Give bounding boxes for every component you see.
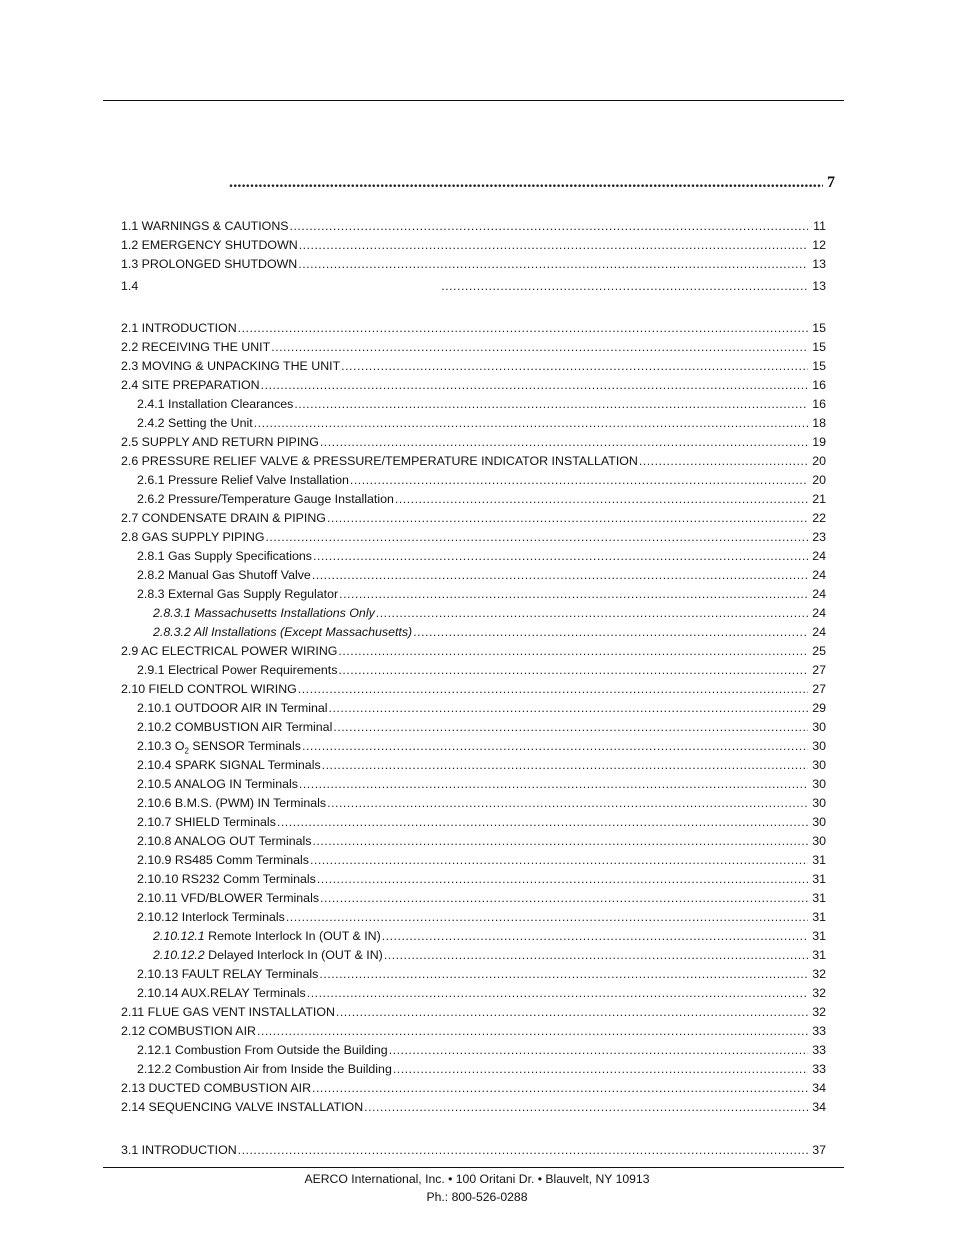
dot-leader bbox=[298, 681, 808, 698]
toc-entry[interactable] bbox=[137, 909, 826, 926]
page-number: 32 bbox=[812, 1005, 826, 1019]
page-number: 34 bbox=[812, 1100, 826, 1114]
entry-title: 2.2 RECEIVING THE UNIT bbox=[121, 340, 271, 354]
toc-entry[interactable] bbox=[121, 1004, 826, 1021]
toc-entry[interactable] bbox=[137, 890, 826, 907]
dot-leader bbox=[257, 1023, 808, 1040]
entry-title: 2.12.1 Combustion From Outside the Building bbox=[137, 1043, 388, 1057]
page-number: 24 bbox=[812, 568, 826, 582]
entry-title: 2.12 COMBUSTION AIR bbox=[121, 1024, 256, 1038]
entry-title: 2.14 SEQUENCING VALVE INSTALLATION bbox=[121, 1100, 364, 1114]
dot-leader bbox=[299, 237, 808, 254]
page-number: 27 bbox=[812, 682, 826, 696]
dot-leader bbox=[364, 1099, 808, 1116]
entry-title: 2.8.3.2 All Installations (Except Massachusetts) bbox=[153, 625, 413, 639]
page-number: 20 bbox=[812, 473, 826, 487]
entry-title: 2.10.2 COMBUSTION AIR Terminal bbox=[137, 720, 333, 734]
entry-title: 2.4.2 Setting the Unit bbox=[137, 416, 253, 430]
entry-title: 2.9.1 Electrical Power Requirements bbox=[137, 663, 338, 677]
entry-title: 1.1 WARNINGS & CAUTIONS bbox=[121, 219, 289, 233]
dot-leader bbox=[286, 909, 808, 926]
page-number: 18 bbox=[812, 416, 826, 430]
entry-title: 2.8 GAS SUPPLY PIPING bbox=[121, 530, 265, 544]
dot-leader bbox=[341, 358, 808, 375]
entry-title-part: Delayed Interlock In (OUT & IN) bbox=[204, 948, 383, 962]
toc-entry[interactable] bbox=[137, 1061, 826, 1078]
dot-leader bbox=[298, 256, 808, 273]
toc-entry[interactable] bbox=[137, 871, 826, 888]
toc-entry[interactable] bbox=[121, 218, 826, 235]
toc-entry[interactable] bbox=[137, 415, 826, 432]
toc-entry[interactable] bbox=[137, 719, 826, 736]
entry-title: 2.6 PRESSURE RELIEF VALVE & PRESSURE/TEMPERATURE INDICATOR INSTALLATION bbox=[121, 454, 638, 468]
dot-leader bbox=[277, 814, 808, 831]
dot-leader bbox=[302, 738, 808, 755]
toc-entry[interactable] bbox=[121, 453, 826, 470]
toc-entry[interactable] bbox=[137, 662, 826, 679]
entry-title: 2.10 FIELD CONTROL WIRING bbox=[121, 682, 297, 696]
entry-title: 2.3 MOVING & UNPACKING THE UNIT bbox=[121, 359, 341, 373]
page-number: 22 bbox=[812, 511, 826, 525]
dot-leader bbox=[339, 586, 808, 603]
page-number: 31 bbox=[812, 948, 826, 962]
page-number: 30 bbox=[812, 777, 826, 791]
toc-entry[interactable] bbox=[137, 567, 826, 584]
entry-title: 2.10.6 B.M.S. (PWM) IN Terminals bbox=[137, 796, 327, 810]
page-number: 16 bbox=[812, 397, 826, 411]
page-number: 23 bbox=[812, 530, 826, 544]
dot-leader bbox=[317, 871, 808, 888]
dot-leader bbox=[338, 643, 808, 660]
entry-title: 2.13 DUCTED COMBUSTION AIR bbox=[121, 1081, 312, 1095]
dot-leader bbox=[384, 947, 808, 964]
page-number: 31 bbox=[812, 872, 826, 886]
dot-leader bbox=[312, 833, 808, 850]
page-number: 24 bbox=[812, 625, 826, 639]
dot-leader bbox=[338, 662, 808, 679]
toc-entry[interactable] bbox=[137, 586, 826, 603]
dot-leader bbox=[327, 510, 808, 527]
entry-number: 2.10.12.2 bbox=[153, 948, 205, 962]
toc-entry[interactable] bbox=[153, 928, 826, 945]
page-number: 32 bbox=[812, 967, 826, 981]
page-number: 31 bbox=[812, 929, 826, 943]
entry-title: 1.4 bbox=[121, 279, 139, 293]
page-number: 31 bbox=[812, 853, 826, 867]
dot-leader bbox=[307, 985, 808, 1002]
subscript: 2 bbox=[184, 746, 189, 755]
toc-entry[interactable] bbox=[121, 1099, 826, 1116]
toc-entry[interactable] bbox=[121, 237, 826, 254]
entry-title: 2.1 INTRODUCTION bbox=[121, 321, 237, 335]
entry-title: 2.10.8 ANALOG OUT Terminals bbox=[137, 834, 312, 848]
entry-title: 2.6.2 Pressure/Temperature Gauge Installation bbox=[137, 492, 394, 506]
dot-leader bbox=[265, 529, 808, 546]
entry-title: 2.10.7 SHIELD Terminals bbox=[137, 815, 276, 829]
page-number: 31 bbox=[812, 910, 826, 924]
page-number: 30 bbox=[812, 739, 826, 753]
toc-entry[interactable] bbox=[121, 278, 826, 295]
dot-leader bbox=[238, 1142, 808, 1159]
page-number: 24 bbox=[812, 587, 826, 601]
page-number: 30 bbox=[812, 796, 826, 810]
toc-entry[interactable] bbox=[121, 358, 826, 375]
toc-entry[interactable] bbox=[137, 776, 826, 793]
dot-leader bbox=[299, 776, 808, 793]
dot-leader bbox=[395, 491, 808, 508]
entry-title: 2.12.2 Combustion Air from Inside the Building bbox=[137, 1062, 392, 1076]
page-number: 29 bbox=[812, 701, 826, 715]
dot-leader bbox=[327, 795, 808, 812]
dot-leader bbox=[313, 548, 808, 565]
entry-title-part: 2.10.3 O bbox=[137, 739, 185, 753]
dot-leader bbox=[329, 700, 808, 717]
page-number: 34 bbox=[812, 1081, 826, 1095]
page-number: 21 bbox=[812, 492, 826, 506]
dot-leader bbox=[382, 928, 808, 945]
toc-entry[interactable] bbox=[137, 852, 826, 869]
dot-leader bbox=[322, 757, 808, 774]
entry-title: 2.10.4 SPARK SIGNAL Terminals bbox=[137, 758, 321, 772]
toc-entry[interactable] bbox=[137, 757, 826, 774]
dot-leader bbox=[336, 1004, 808, 1021]
entry-title: 2.4 SITE PREPARATION bbox=[121, 378, 260, 392]
page-number: 24 bbox=[812, 606, 826, 620]
page-number: 33 bbox=[812, 1062, 826, 1076]
dot-leader bbox=[254, 415, 808, 432]
toc-entry[interactable] bbox=[137, 1042, 826, 1059]
page-number: 30 bbox=[812, 758, 826, 772]
dot-leader bbox=[320, 890, 808, 907]
entry-title: 2.4.1 Installation Clearances bbox=[137, 397, 294, 411]
dot-leader bbox=[310, 852, 808, 869]
header-rule bbox=[103, 100, 844, 101]
page-number: 15 bbox=[812, 340, 826, 354]
toc-entry[interactable] bbox=[137, 396, 826, 413]
dot-leader bbox=[441, 278, 808, 295]
entry-title: 2.8.2 Manual Gas Shutoff Valve bbox=[137, 568, 311, 582]
page-number: 19 bbox=[812, 435, 826, 449]
toc-entry[interactable] bbox=[121, 256, 826, 273]
toc-entry[interactable] bbox=[121, 1080, 826, 1097]
entry-title: 3.1 INTRODUCTION bbox=[121, 1143, 237, 1157]
toc-entry[interactable] bbox=[121, 1142, 826, 1159]
dot-leader bbox=[350, 472, 808, 489]
entry-title-part: SENSOR Terminals bbox=[188, 739, 301, 753]
toc-entry[interactable] bbox=[121, 510, 826, 527]
toc-section-entry[interactable] bbox=[229, 172, 835, 194]
toc-entry[interactable] bbox=[121, 1023, 826, 1040]
dot-leader bbox=[320, 434, 808, 451]
entry-title: 2.8.1 Gas Supply Specifications bbox=[137, 549, 312, 563]
page-number: 15 bbox=[812, 321, 826, 335]
page-number: 16 bbox=[812, 378, 826, 392]
toc-entry[interactable] bbox=[121, 681, 826, 698]
toc-entry[interactable] bbox=[121, 529, 826, 546]
page-number: 12 bbox=[812, 238, 826, 252]
page-number: 27 bbox=[812, 663, 826, 677]
entry-title bbox=[137, 738, 301, 755]
entry-title-part: Remote Interlock In (OUT & IN) bbox=[204, 929, 381, 943]
dot-leader bbox=[376, 605, 808, 622]
toc-entry[interactable] bbox=[121, 339, 826, 356]
entry-title: 2.8.3 External Gas Supply Regulator bbox=[137, 587, 339, 601]
page-number: 30 bbox=[812, 815, 826, 829]
dot-leader bbox=[333, 719, 808, 736]
entry-title: 2.11 FLUE GAS VENT INSTALLATION bbox=[121, 1005, 335, 1019]
footer-phone: Ph.: 800-526-0288 bbox=[426, 1190, 528, 1204]
toc-entry[interactable] bbox=[137, 985, 826, 1002]
toc-entry[interactable] bbox=[153, 947, 826, 964]
entry-title: 2.8.3.1 Massachusetts Installations Only bbox=[153, 606, 375, 620]
page-number: 11 bbox=[813, 219, 826, 233]
entry-title: 2.10.14 AUX.RELAY Terminals bbox=[137, 986, 306, 1000]
dot-leader bbox=[389, 1042, 808, 1059]
toc-entry[interactable] bbox=[137, 833, 826, 850]
page-number: 13 bbox=[812, 257, 826, 271]
page-number: 33 bbox=[812, 1024, 826, 1038]
footer-rule bbox=[103, 1167, 844, 1168]
toc-entry[interactable] bbox=[153, 624, 826, 641]
toc-entry[interactable] bbox=[137, 814, 826, 831]
entry-title: 2.10.5 ANALOG IN Terminals bbox=[137, 777, 298, 791]
toc-entry[interactable] bbox=[137, 700, 826, 717]
page-number: 15 bbox=[812, 359, 826, 373]
dot-leader bbox=[238, 320, 808, 337]
footer-address: AERCO International, Inc. • 100 Oritani Dr. • Blauvelt, NY 10913 bbox=[304, 1172, 650, 1186]
entry-number: 2.10.12.1 bbox=[153, 929, 205, 943]
page-number: 13 bbox=[812, 279, 826, 293]
toc-entry[interactable] bbox=[121, 377, 826, 394]
toc-entry[interactable] bbox=[137, 738, 826, 755]
dot-leader bbox=[319, 966, 808, 983]
toc-entry[interactable] bbox=[137, 966, 826, 983]
entry-title: 1.3 PROLONGED SHUTDOWN bbox=[121, 257, 298, 271]
dot-leader bbox=[229, 172, 823, 194]
toc-entry[interactable] bbox=[121, 643, 826, 660]
entry-title: 2.10.1 OUTDOOR AIR IN Terminal bbox=[137, 701, 328, 715]
dot-leader bbox=[312, 567, 808, 584]
dot-leader bbox=[294, 396, 808, 413]
entry-title: 2.9 AC ELECTRICAL POWER WIRING bbox=[121, 644, 338, 658]
dot-leader bbox=[639, 453, 808, 470]
toc-entry[interactable] bbox=[121, 434, 826, 451]
dot-leader bbox=[413, 624, 808, 641]
entry-title: 2.10.13 FAULT RELAY Terminals bbox=[137, 967, 319, 981]
page-number: 20 bbox=[812, 454, 826, 468]
page-number: 24 bbox=[812, 549, 826, 563]
toc-entry[interactable] bbox=[137, 491, 826, 508]
toc-entry[interactable] bbox=[153, 605, 826, 622]
entry-title: 2.10.12 Interlock Terminals bbox=[137, 910, 285, 924]
entry-title: 1.2 EMERGENCY SHUTDOWN bbox=[121, 238, 298, 252]
page-number: 7 bbox=[827, 174, 835, 191]
entry-title: 2.5 SUPPLY AND RETURN PIPING bbox=[121, 435, 319, 449]
toc-entry[interactable] bbox=[137, 795, 826, 812]
dot-leader bbox=[261, 377, 808, 394]
page-number: 30 bbox=[812, 720, 826, 734]
page-number: 32 bbox=[812, 986, 826, 1000]
toc-entry[interactable] bbox=[137, 472, 826, 489]
dot-leader bbox=[290, 218, 808, 235]
toc-entry[interactable] bbox=[137, 548, 826, 565]
dot-leader bbox=[393, 1061, 808, 1078]
entry-title: 2.6.1 Pressure Relief Valve Installation bbox=[137, 473, 349, 487]
entry-title: 2.7 CONDENSATE DRAIN & PIPING bbox=[121, 511, 326, 525]
toc-entry[interactable] bbox=[121, 320, 826, 337]
entry-title bbox=[153, 928, 381, 945]
page-number: 30 bbox=[812, 834, 826, 848]
entry-title: 2.10.9 RS485 Comm Terminals bbox=[137, 853, 309, 867]
dot-leader bbox=[271, 339, 808, 356]
dot-leader bbox=[312, 1080, 808, 1097]
entry-title: 2.10.10 RS232 Comm Terminals bbox=[137, 872, 316, 886]
page-number: 25 bbox=[812, 644, 826, 658]
page-number: 31 bbox=[812, 891, 826, 905]
page-number: 33 bbox=[812, 1043, 826, 1057]
page-number: 37 bbox=[812, 1143, 826, 1157]
entry-title bbox=[153, 947, 383, 964]
entry-title: 2.10.11 VFD/BLOWER Terminals bbox=[137, 891, 320, 905]
